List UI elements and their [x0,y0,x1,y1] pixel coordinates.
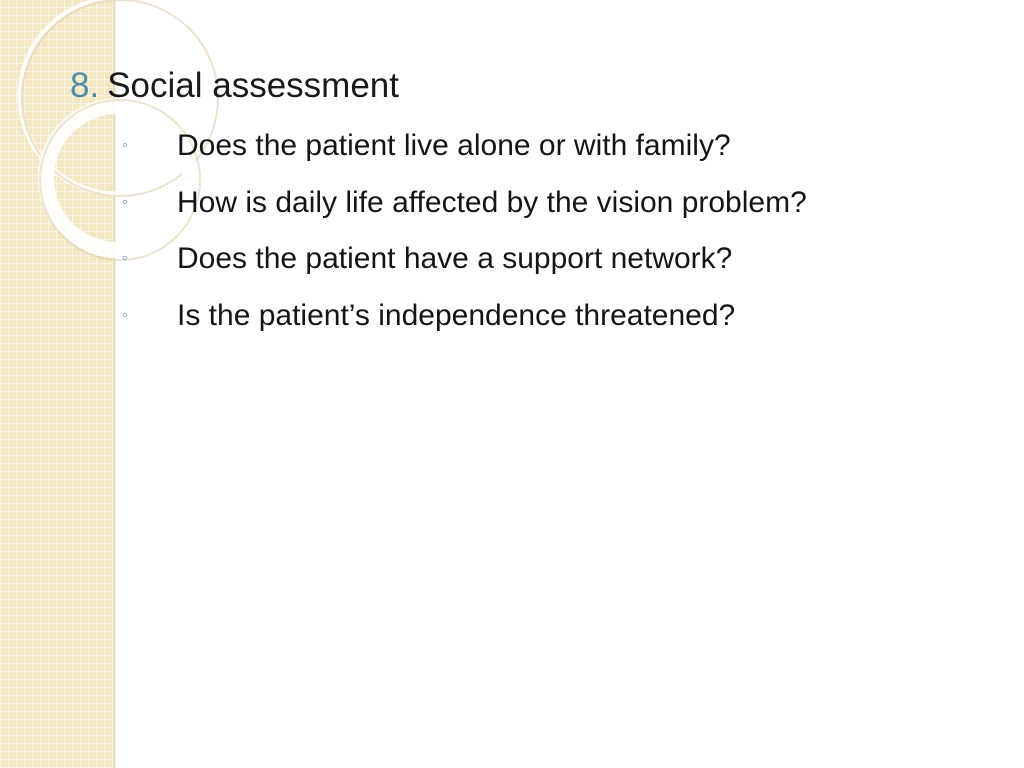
heading-title: Social assessment [107,66,399,105]
bullet-text: Does the patient live alone or with family? [177,129,731,162]
slide-heading [70,62,399,110]
decorative-rings [0,0,200,260]
bullet-circle-icon: ◦ [122,250,128,267]
bullet-text: Is the patient’s independence threatened? [177,298,736,332]
bullet-text: Does the patient have a support network? [177,242,733,275]
bullet-circle-icon: ◦ [122,306,128,324]
bullet-text: How is daily life affected by the vision problem? [177,185,807,219]
bullet-circle-icon: ◦ [122,137,128,154]
bullet-circle-icon: ◦ [122,193,128,211]
heading-number: 8. [70,66,100,105]
